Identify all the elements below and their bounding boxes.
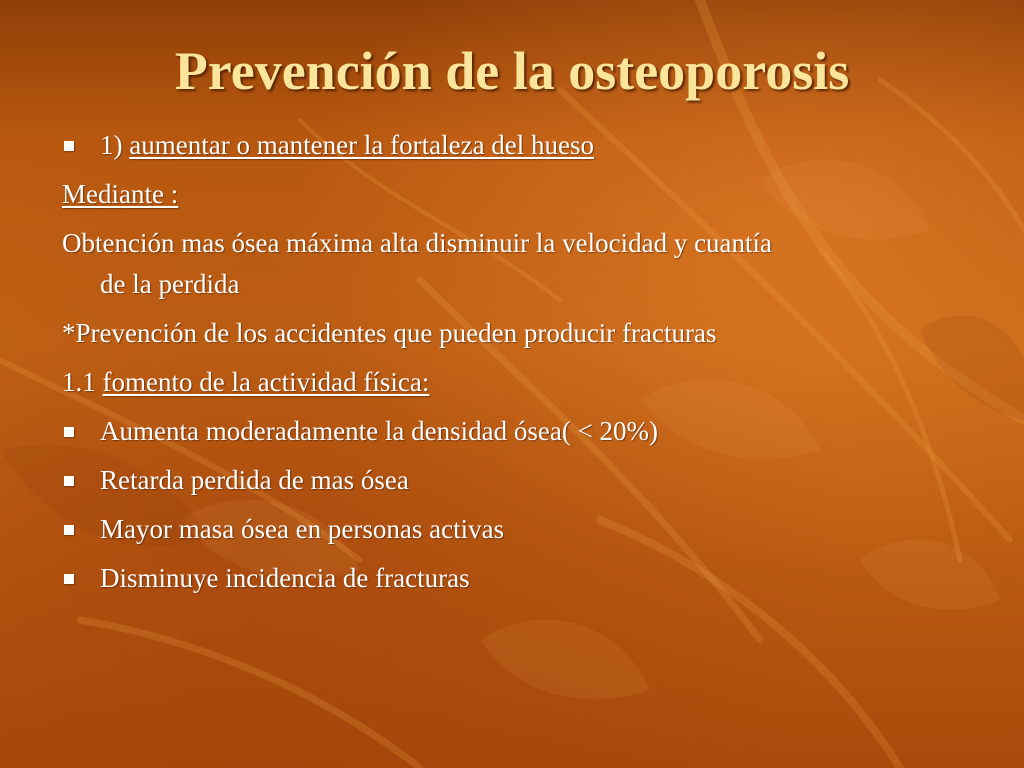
list-item-text: Aumenta moderadamente la densidad ósea( < 20%) (100, 416, 659, 446)
square-bullet-icon (64, 427, 74, 437)
square-bullet-icon (64, 525, 74, 535)
list-item-text: Mayor masa ósea en personas activas (100, 514, 505, 544)
mediante-label (62, 174, 982, 215)
item-number: 1) (100, 130, 123, 160)
obtencion-line-1: Obtención mas ósea máxima alta disminuir la velocidad y cuantía (62, 228, 773, 258)
list-item (62, 558, 982, 599)
square-bullet-icon (64, 141, 74, 151)
list-item (62, 509, 982, 550)
subsection-heading (62, 362, 982, 403)
subsection-title-underlined: fomento de la actividad física: (102, 367, 430, 397)
list-item-text: Disminuye incidencia de fracturas (100, 563, 470, 593)
list-item-text: Retarda perdida de mas ósea (100, 465, 409, 495)
list-item (62, 411, 982, 452)
list-item (62, 460, 982, 501)
obtencion-paragraph (62, 223, 982, 305)
slide-body (62, 125, 982, 599)
obtencion-line-2: de la perdida (100, 269, 240, 299)
prevencion-text: *Prevención de los accidentes que pueden producir fracturas (62, 318, 717, 348)
list-item-strength (62, 125, 982, 166)
subsection-number: 1.1 (62, 367, 96, 397)
mediante-text: Mediante : (62, 179, 179, 209)
item-heading-underlined: aumentar o mantener la fortaleza del hueso (129, 130, 595, 160)
slide-title: Prevención de la osteoporosis (174, 41, 850, 101)
square-bullet-icon (64, 574, 74, 584)
square-bullet-icon (64, 476, 74, 486)
